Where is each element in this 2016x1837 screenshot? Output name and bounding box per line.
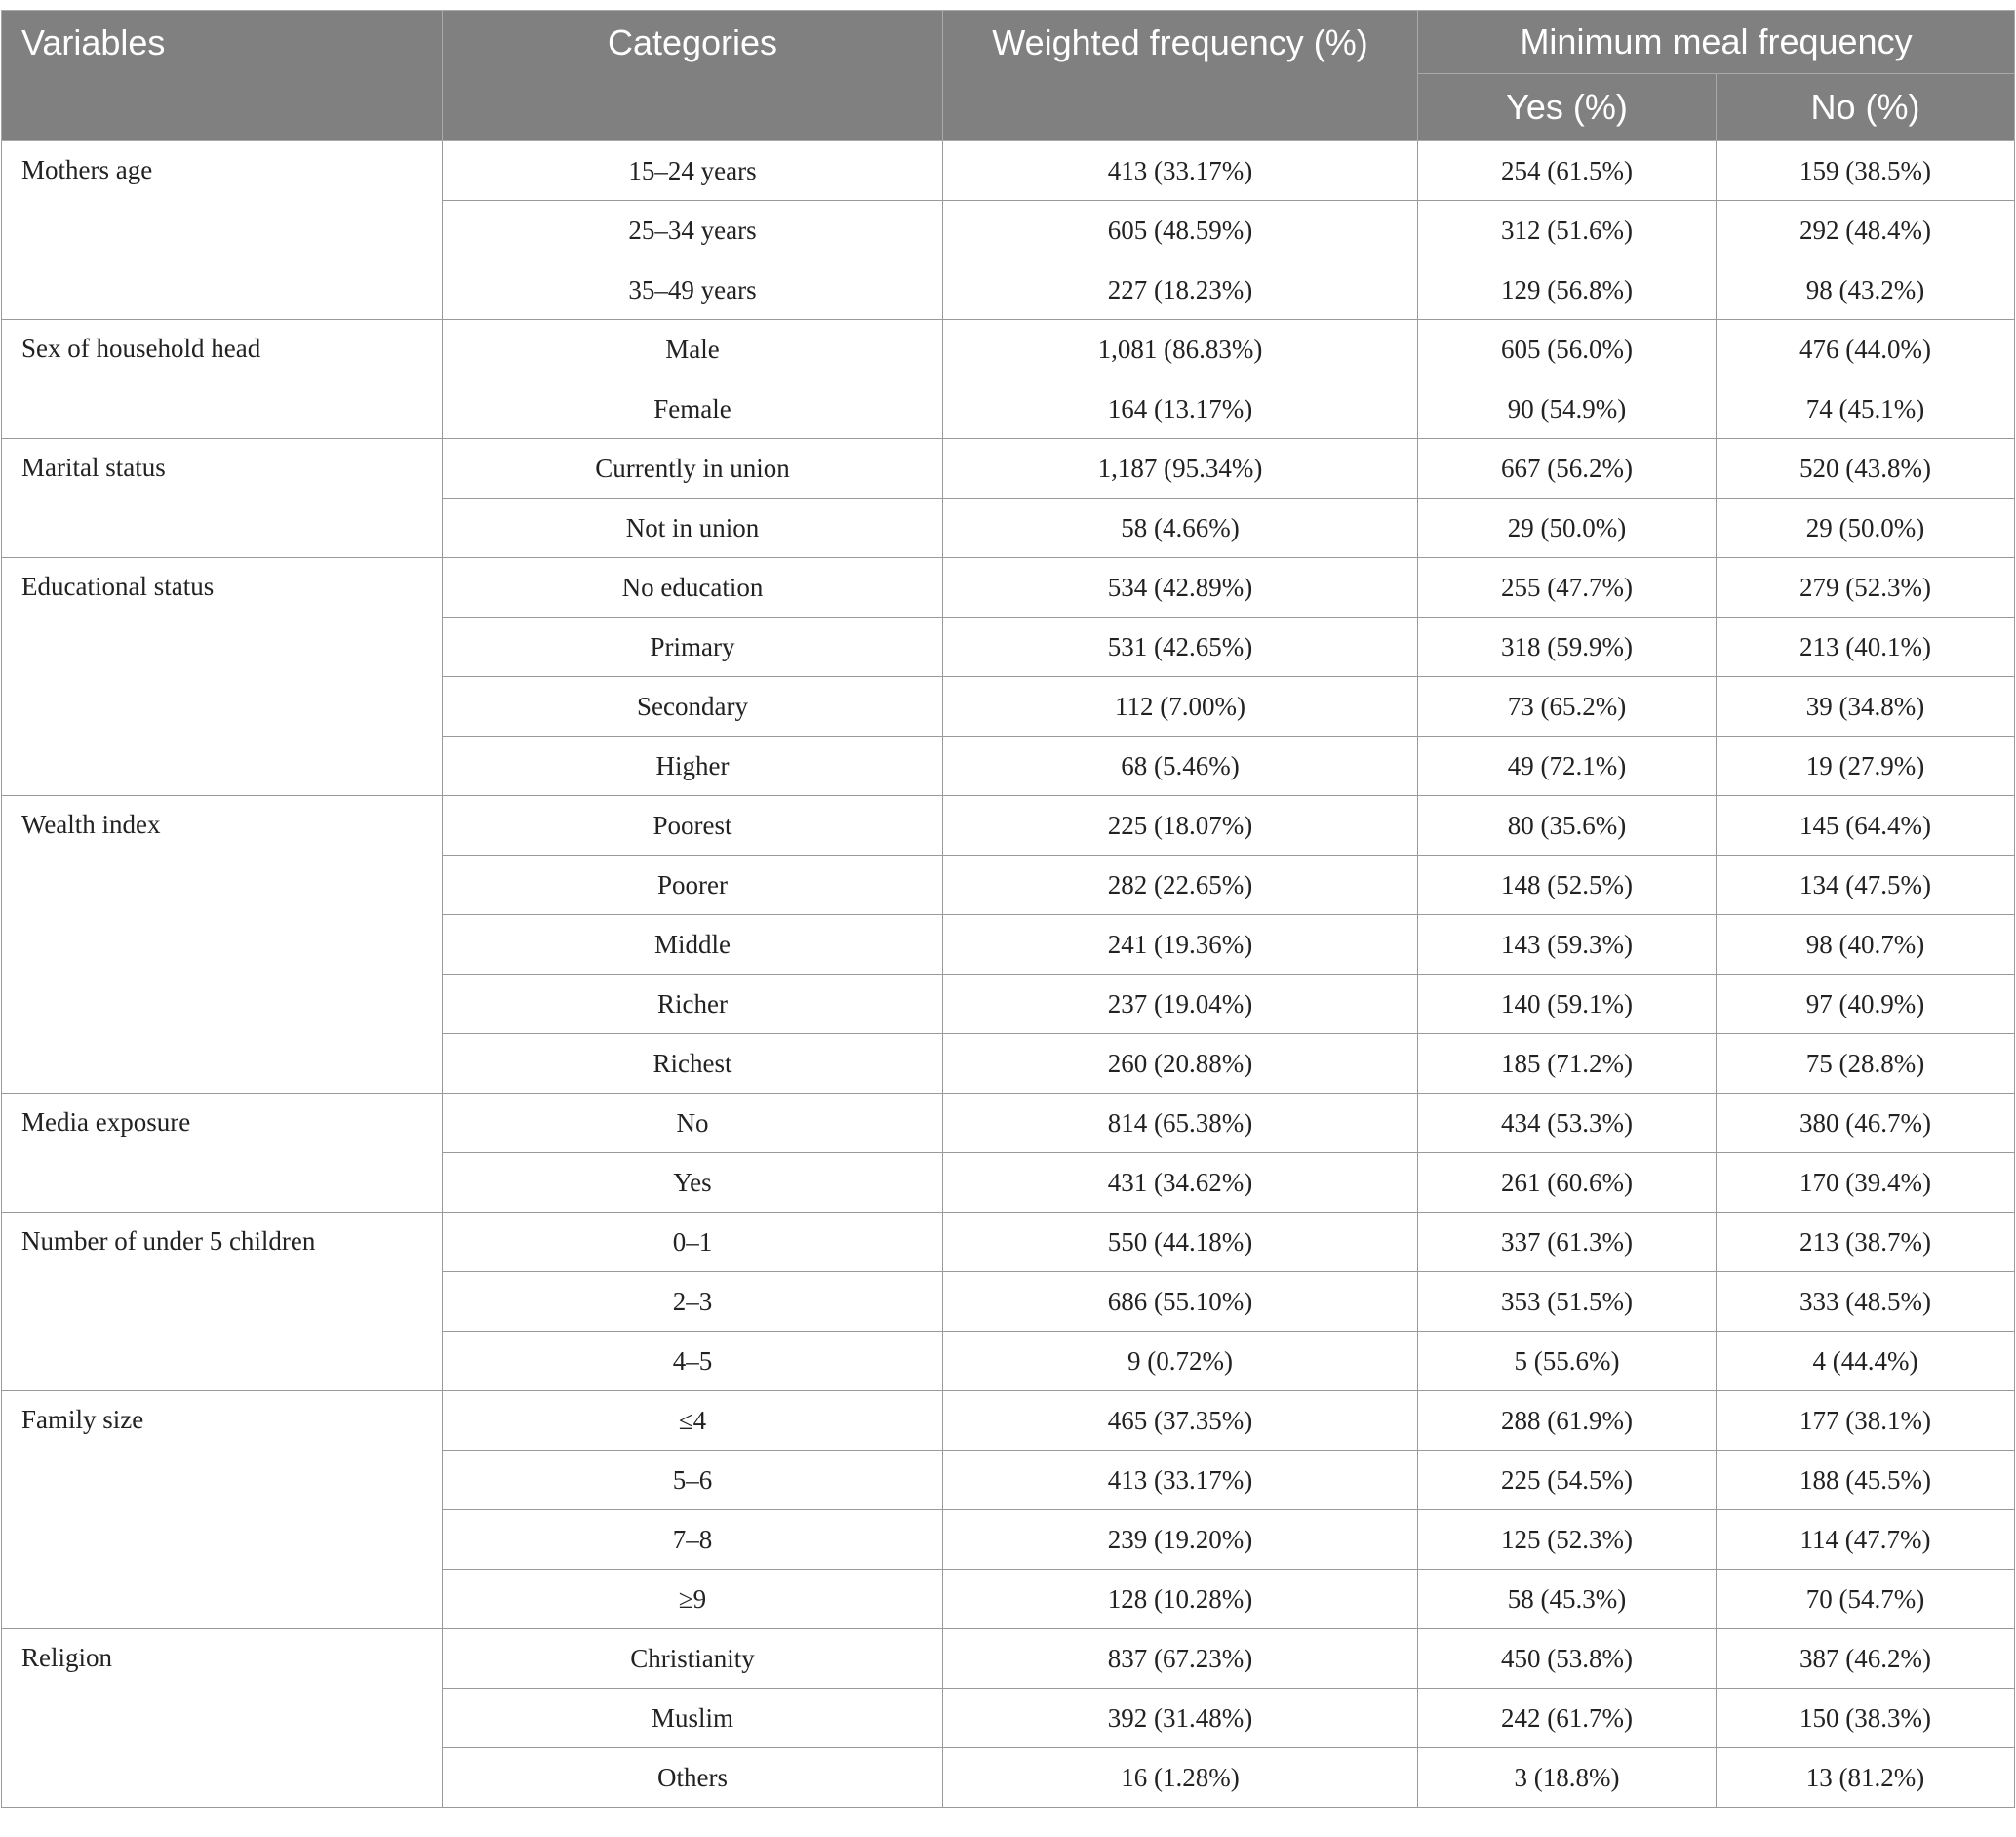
yes-cell: 288 (61.9%): [1418, 1391, 1717, 1451]
yes-cell: 5 (55.6%): [1418, 1332, 1717, 1391]
category-cell: ≤4: [443, 1391, 943, 1451]
yes-cell: 255 (47.7%): [1418, 558, 1717, 618]
data-table: [1, 10, 2015, 1808]
table-row: [2, 1391, 2015, 1451]
header-yes: Yes (%): [1418, 74, 1717, 141]
category-cell: Male: [443, 320, 943, 379]
no-cell: 387 (46.2%): [1717, 1629, 2015, 1689]
category-cell: 15–24 years: [443, 141, 943, 201]
yes-cell: 90 (54.9%): [1418, 379, 1717, 439]
no-cell: 114 (47.7%): [1717, 1510, 2015, 1570]
variable-cell: Sex of household head: [2, 320, 443, 439]
no-cell: 476 (44.0%): [1717, 320, 2015, 379]
category-cell: 4–5: [443, 1332, 943, 1391]
yes-cell: 143 (59.3%): [1418, 915, 1717, 975]
no-cell: 134 (47.5%): [1717, 856, 2015, 915]
yes-cell: 73 (65.2%): [1418, 677, 1717, 737]
variable-cell: Media exposure: [2, 1094, 443, 1213]
weighted-frequency-cell: 686 (55.10%): [943, 1272, 1418, 1332]
table-row: [2, 1094, 2015, 1153]
no-cell: 292 (48.4%): [1717, 201, 2015, 260]
variable-cell: Wealth index: [2, 796, 443, 1094]
category-cell: 25–34 years: [443, 201, 943, 260]
yes-cell: 261 (60.6%): [1418, 1153, 1717, 1213]
weighted-frequency-cell: 112 (7.00%): [943, 677, 1418, 737]
no-cell: 159 (38.5%): [1717, 141, 2015, 201]
category-cell: 2–3: [443, 1272, 943, 1332]
category-cell: Poorest: [443, 796, 943, 856]
yes-cell: 29 (50.0%): [1418, 499, 1717, 558]
weighted-frequency-cell: 164 (13.17%): [943, 379, 1418, 439]
weighted-frequency-cell: 128 (10.28%): [943, 1570, 1418, 1629]
category-cell: Richer: [443, 975, 943, 1034]
yes-cell: 337 (61.3%): [1418, 1213, 1717, 1272]
table-row: [2, 558, 2015, 618]
no-cell: 170 (39.4%): [1717, 1153, 2015, 1213]
no-cell: 39 (34.8%): [1717, 677, 2015, 737]
weighted-frequency-cell: 237 (19.04%): [943, 975, 1418, 1034]
no-cell: 333 (48.5%): [1717, 1272, 2015, 1332]
no-cell: 520 (43.8%): [1717, 439, 2015, 499]
table-row: [2, 320, 2015, 379]
no-cell: 98 (43.2%): [1717, 260, 2015, 320]
weighted-frequency-cell: 241 (19.36%): [943, 915, 1418, 975]
category-cell: Poorer: [443, 856, 943, 915]
no-cell: 213 (38.7%): [1717, 1213, 2015, 1272]
category-cell: Not in union: [443, 499, 943, 558]
no-cell: 97 (40.9%): [1717, 975, 2015, 1034]
yes-cell: 242 (61.7%): [1418, 1689, 1717, 1748]
weighted-frequency-cell: 465 (37.35%): [943, 1391, 1418, 1451]
category-cell: Richest: [443, 1034, 943, 1094]
category-cell: Secondary: [443, 677, 943, 737]
weighted-frequency-cell: 814 (65.38%): [943, 1094, 1418, 1153]
no-cell: 74 (45.1%): [1717, 379, 2015, 439]
weighted-frequency-cell: 225 (18.07%): [943, 796, 1418, 856]
header-categories: Categories: [443, 11, 943, 141]
table-row: [2, 796, 2015, 856]
weighted-frequency-cell: 837 (67.23%): [943, 1629, 1418, 1689]
table-header: [2, 11, 2015, 141]
variable-cell: Marital status: [2, 439, 443, 558]
category-cell: Yes: [443, 1153, 943, 1213]
category-cell: 7–8: [443, 1510, 943, 1570]
weighted-frequency-cell: 16 (1.28%): [943, 1748, 1418, 1808]
yes-cell: 80 (35.6%): [1418, 796, 1717, 856]
header-minimum-meal-frequency: Minimum meal frequency: [1418, 11, 2015, 74]
yes-cell: 312 (51.6%): [1418, 201, 1717, 260]
no-cell: 380 (46.7%): [1717, 1094, 2015, 1153]
category-cell: Higher: [443, 737, 943, 796]
no-cell: 150 (38.3%): [1717, 1689, 2015, 1748]
category-cell: Primary: [443, 618, 943, 677]
weighted-frequency-cell: 227 (18.23%): [943, 260, 1418, 320]
header-variables: Variables: [2, 11, 443, 141]
category-cell: No: [443, 1094, 943, 1153]
yes-cell: 318 (59.9%): [1418, 618, 1717, 677]
category-cell: Currently in union: [443, 439, 943, 499]
no-cell: 145 (64.4%): [1717, 796, 2015, 856]
variable-cell: Number of under 5 children: [2, 1213, 443, 1391]
header-weighted-frequency: Weighted frequency (%): [943, 11, 1418, 141]
weighted-frequency-cell: 413 (33.17%): [943, 1451, 1418, 1510]
yes-cell: 353 (51.5%): [1418, 1272, 1717, 1332]
yes-cell: 434 (53.3%): [1418, 1094, 1717, 1153]
weighted-frequency-cell: 534 (42.89%): [943, 558, 1418, 618]
yes-cell: 129 (56.8%): [1418, 260, 1717, 320]
variable-cell: Religion: [2, 1629, 443, 1808]
weighted-frequency-cell: 1,081 (86.83%): [943, 320, 1418, 379]
no-cell: 188 (45.5%): [1717, 1451, 2015, 1510]
weighted-frequency-cell: 392 (31.48%): [943, 1689, 1418, 1748]
variable-cell: Family size: [2, 1391, 443, 1629]
category-cell: 5–6: [443, 1451, 943, 1510]
category-cell: Muslim: [443, 1689, 943, 1748]
table-row: [2, 439, 2015, 499]
yes-cell: 667 (56.2%): [1418, 439, 1717, 499]
no-cell: 19 (27.9%): [1717, 737, 2015, 796]
weighted-frequency-cell: 413 (33.17%): [943, 141, 1418, 201]
no-cell: 213 (40.1%): [1717, 618, 2015, 677]
category-cell: No education: [443, 558, 943, 618]
no-cell: 29 (50.0%): [1717, 499, 2015, 558]
no-cell: 70 (54.7%): [1717, 1570, 2015, 1629]
table-row: [2, 1629, 2015, 1689]
table-row: [2, 141, 2015, 201]
no-cell: 75 (28.8%): [1717, 1034, 2015, 1094]
no-cell: 279 (52.3%): [1717, 558, 2015, 618]
weighted-frequency-cell: 58 (4.66%): [943, 499, 1418, 558]
weighted-frequency-cell: 239 (19.20%): [943, 1510, 1418, 1570]
yes-cell: 185 (71.2%): [1418, 1034, 1717, 1094]
weighted-frequency-cell: 9 (0.72%): [943, 1332, 1418, 1391]
weighted-frequency-cell: 68 (5.46%): [943, 737, 1418, 796]
yes-cell: 254 (61.5%): [1418, 141, 1717, 201]
category-cell: ≥9: [443, 1570, 943, 1629]
table-row: [2, 1213, 2015, 1272]
yes-cell: 450 (53.8%): [1418, 1629, 1717, 1689]
yes-cell: 140 (59.1%): [1418, 975, 1717, 1034]
yes-cell: 605 (56.0%): [1418, 320, 1717, 379]
variable-cell: Mothers age: [2, 141, 443, 320]
category-cell: Others: [443, 1748, 943, 1808]
table-body: [2, 141, 2015, 1808]
yes-cell: 3 (18.8%): [1418, 1748, 1717, 1808]
weighted-frequency-cell: 260 (20.88%): [943, 1034, 1418, 1094]
yes-cell: 225 (54.5%): [1418, 1451, 1717, 1510]
category-cell: 0–1: [443, 1213, 943, 1272]
yes-cell: 49 (72.1%): [1418, 737, 1717, 796]
weighted-frequency-cell: 550 (44.18%): [943, 1213, 1418, 1272]
category-cell: Middle: [443, 915, 943, 975]
weighted-frequency-cell: 431 (34.62%): [943, 1153, 1418, 1213]
weighted-frequency-cell: 282 (22.65%): [943, 856, 1418, 915]
yes-cell: 58 (45.3%): [1418, 1570, 1717, 1629]
weighted-frequency-cell: 605 (48.59%): [943, 201, 1418, 260]
no-cell: 13 (81.2%): [1717, 1748, 2015, 1808]
no-cell: 98 (40.7%): [1717, 915, 2015, 975]
variable-cell: Educational status: [2, 558, 443, 796]
category-cell: Female: [443, 379, 943, 439]
header-row-1: [2, 11, 2015, 74]
weighted-frequency-cell: 531 (42.65%): [943, 618, 1418, 677]
category-cell: 35–49 years: [443, 260, 943, 320]
yes-cell: 125 (52.3%): [1418, 1510, 1717, 1570]
no-cell: 177 (38.1%): [1717, 1391, 2015, 1451]
yes-cell: 148 (52.5%): [1418, 856, 1717, 915]
header-no: No (%): [1717, 74, 2015, 141]
weighted-frequency-cell: 1,187 (95.34%): [943, 439, 1418, 499]
no-cell: 4 (44.4%): [1717, 1332, 2015, 1391]
category-cell: Christianity: [443, 1629, 943, 1689]
